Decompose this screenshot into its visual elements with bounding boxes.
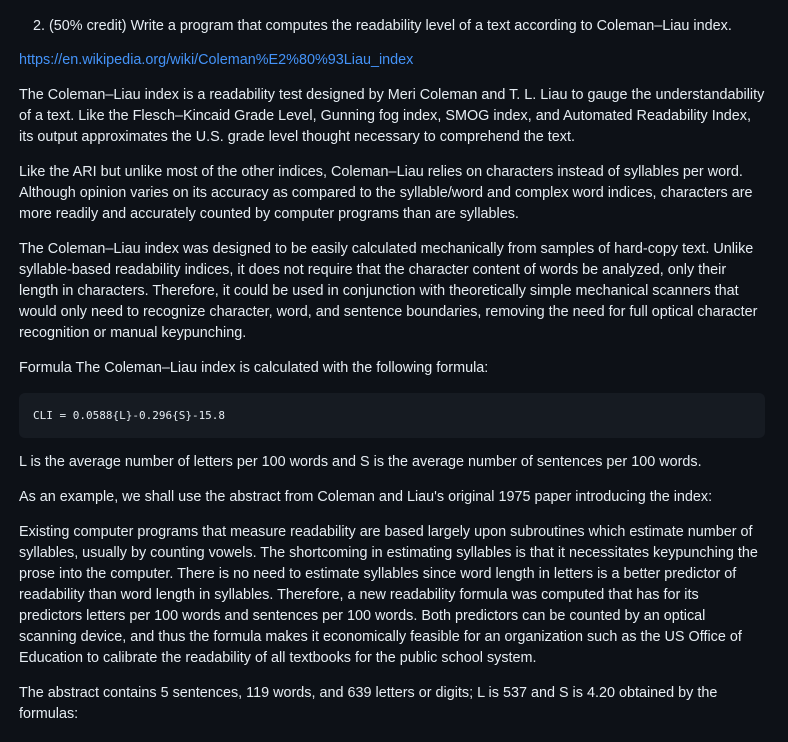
mechanical-paragraph: The Coleman–Liau index was designed to be easily calculated mechanically from samples of hard-copy text. Unlike syllable-based readability indices, it does not require that the character content of words be analyzed, only their length in characters. Therefore, it could be used in conjunction with theoretically simple mechanical scanners that would only need to recognize character, word, and sentence boundaries, removing the need for full optical character recognition or manual keypunching. [19,241,758,341]
variables-paragraph: L is the average number of letters per 100 words and S is the average number of sentences per 100 words. [19,454,702,470]
task-heading: 2. (50% credit) Write a program that computes the readability level of a text according to Coleman–Liau index. [33,18,732,34]
formula-intro-paragraph: Formula The Coleman–Liau index is calculated with the following formula: [19,360,489,376]
assignment-content [19,16,765,725]
wikipedia-link[interactable]: https://en.wikipedia.org/wiki/Coleman%E2%80%93Liau_index [19,52,414,68]
reference-link-paragraph [19,50,765,71]
formula-code-block [19,393,765,438]
formula-code: CLI = 0.0588{L}-0.296{S}-15.8 [33,409,226,422]
characters-paragraph: Like the ARI but unlike most of the other indices, Coleman–Liau relies on characters instead of syllables per word. Although opinion varies on its accuracy as compared to the syllable/word and complex word indices, characters are more readily and accurately counted by computer programs than are syllables. [19,164,753,222]
example-intro-paragraph: As an example, we shall use the abstract from Coleman and Liau's original 1975 paper introducing the index: [19,489,713,505]
intro-paragraph: The Coleman–Liau index is a readability test designed by Meri Coleman and T. L. Liau to gauge the understandability of a text. Like the Flesch–Kincaid Grade Level, Gunning fog index, SMOG index, and Automated Readability Index, its output approximates the U.S. grade level thought necessary to comprehend the text. [19,87,765,145]
abstract-paragraph: Existing computer programs that measure readability are based largely upon subroutines which estimate number of syllables, usually by counting vowels. The shortcoming in estimating syllables is that it necessitates keypunching the prose into the computer. There is no need to estimate syllables since word length in letters is a better predictor of readability than word length in syllables. Therefore, a new readability formula was computed that has for its predictors letters per 100 words and sentences per 100 words. Both predictors can be counted by an optical scanning device, and thus the formula makes it economically feasible for an organization such as the US Office of Education to calibrate the readability of all textbooks for the public school system. [19,524,758,666]
abstract-stats-paragraph: The abstract contains 5 sentences, 119 words, and 639 letters or digits; L is 537 and S is 4.20 obtained by the formulas: [19,685,718,722]
